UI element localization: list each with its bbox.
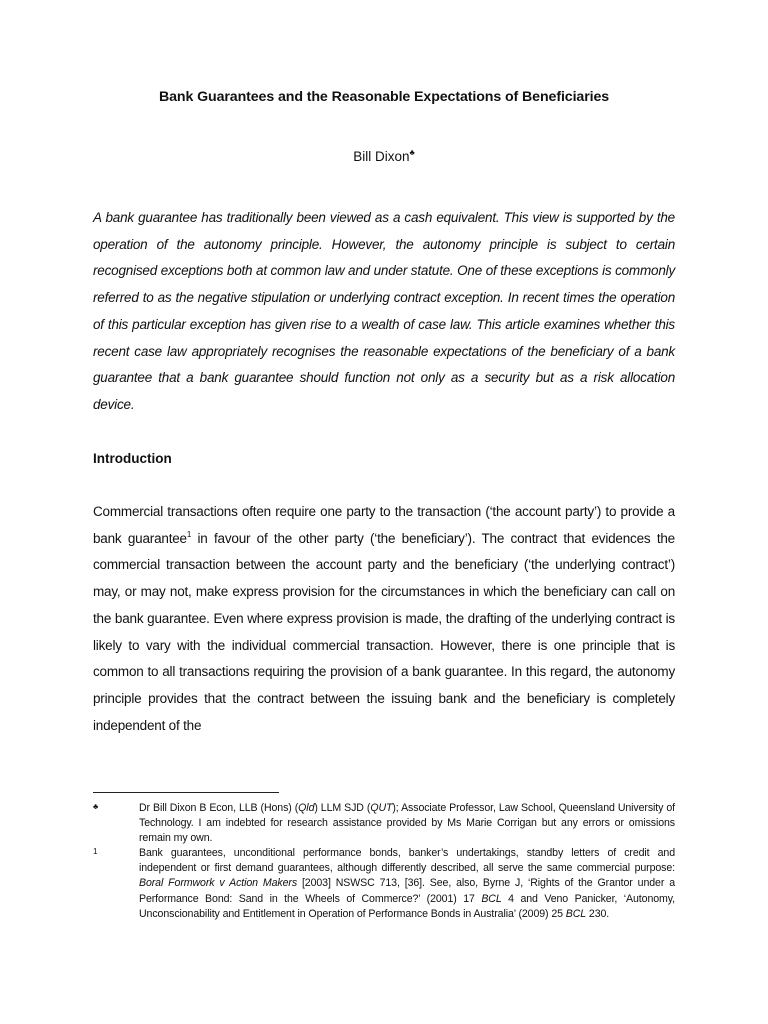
footnote-text [139,846,675,922]
footnote-ref-1[interactable]: 1 [186,529,192,539]
footnote-text-part: 230. [586,907,610,920]
footnote-author [93,801,675,847]
author-line [0,148,768,164]
footnote-text-part: 4 and Veno Panicker, ‘Autonomy, Unconscionability and Entitlement in Operation of Performance Bonds in Australia’ (2009) 25 [139,892,676,920]
footnote-mark: 1 [93,847,98,856]
footnote-journal-abbrev: BCL [565,907,587,920]
footnote-text-part: ) LLM SJD ( [314,802,371,814]
paper-title: Bank Guarantees and the Reasonable Expectations of Beneficiaries [158,89,610,105]
footnote-text-part: [2003] NSWSC 713, [36]. See, also, Byrne J, ‘Rights of the Grantor under a Performance Bond: Sand in the Wheels of Commerce?’ (2001) 17 [139,877,675,905]
author-footnote-mark[interactable]: ♣ [409,148,415,157]
footnote-text-part: ); Associate Professor, Law School, Queensland University of Technology. I am indebted for research assistance provided by Ms Marie Corrigan but any errors or omissions remain my own. [139,802,675,845]
footnote-italic-qut: QUT [370,802,393,814]
abstract-paragraph: A bank guarantee has traditionally been viewed as a cash equivalent. This view is supported by the operation of the autonomy principle. However, the autonomy principle is subject to certain recognised exceptions both at common law and under statute. One of these exceptions is commonly referred to as the negative stipulation or underlying contract exception. In recent times the operation of this particular exception has given rise to a wealth of case law. This article examines whether this recent case law appropriately recognises the reasonable expectations of the beneficiary of a bank guarantee that a bank guarantee should function not only as a security but as a risk allocation device. [93,210,675,412]
footnote-case-name: Boral Formwork v Action Makers [139,877,298,890]
footnote-mark: ♣ [93,802,99,811]
footnote-italic-qld: Qld [298,802,315,814]
footnote-divider [93,792,279,793]
footnote-journal-abbrev: BCL [481,892,502,905]
body-text-part1: Commercial transactions often require one party to the transaction (‘the account party’) to provide a bank guarantee [93,504,675,546]
author-name: Bill Dixon [353,149,410,164]
body-text-part2: in favour of the other party (‘the beneficiary’). The contract that evidences the commercial transaction between the account party and the beneficiary (‘the underlying contract’) may, or may not, make express provision for the circumstances in which the beneficiary can call on the bank guarantee. Even where express provision is made, the drafting of the underlying contract is likely to vary with the individual commercial transaction. However, there is one principle that is common to all transactions requiring the provision of a bank guarantee. In this regard, the autonomy principle provides that the contract between the issuing bank and the beneficiary is completely independent of the [93,530,675,733]
body-paragraph [93,499,675,739]
section-heading: Introduction [93,451,172,466]
footnote-text-part: Dr Bill Dixon B Econ, LLB (Hons) ( [139,802,299,814]
footnote-text [139,801,675,847]
footnote-1 [93,846,675,922]
footnote-text-part: Bank guarantees, unconditional performance bonds, banker’s undertakings, standby letters of credit and independent or first demand guarantees, although differently described, all serve the same commercial purpose: [139,847,675,875]
